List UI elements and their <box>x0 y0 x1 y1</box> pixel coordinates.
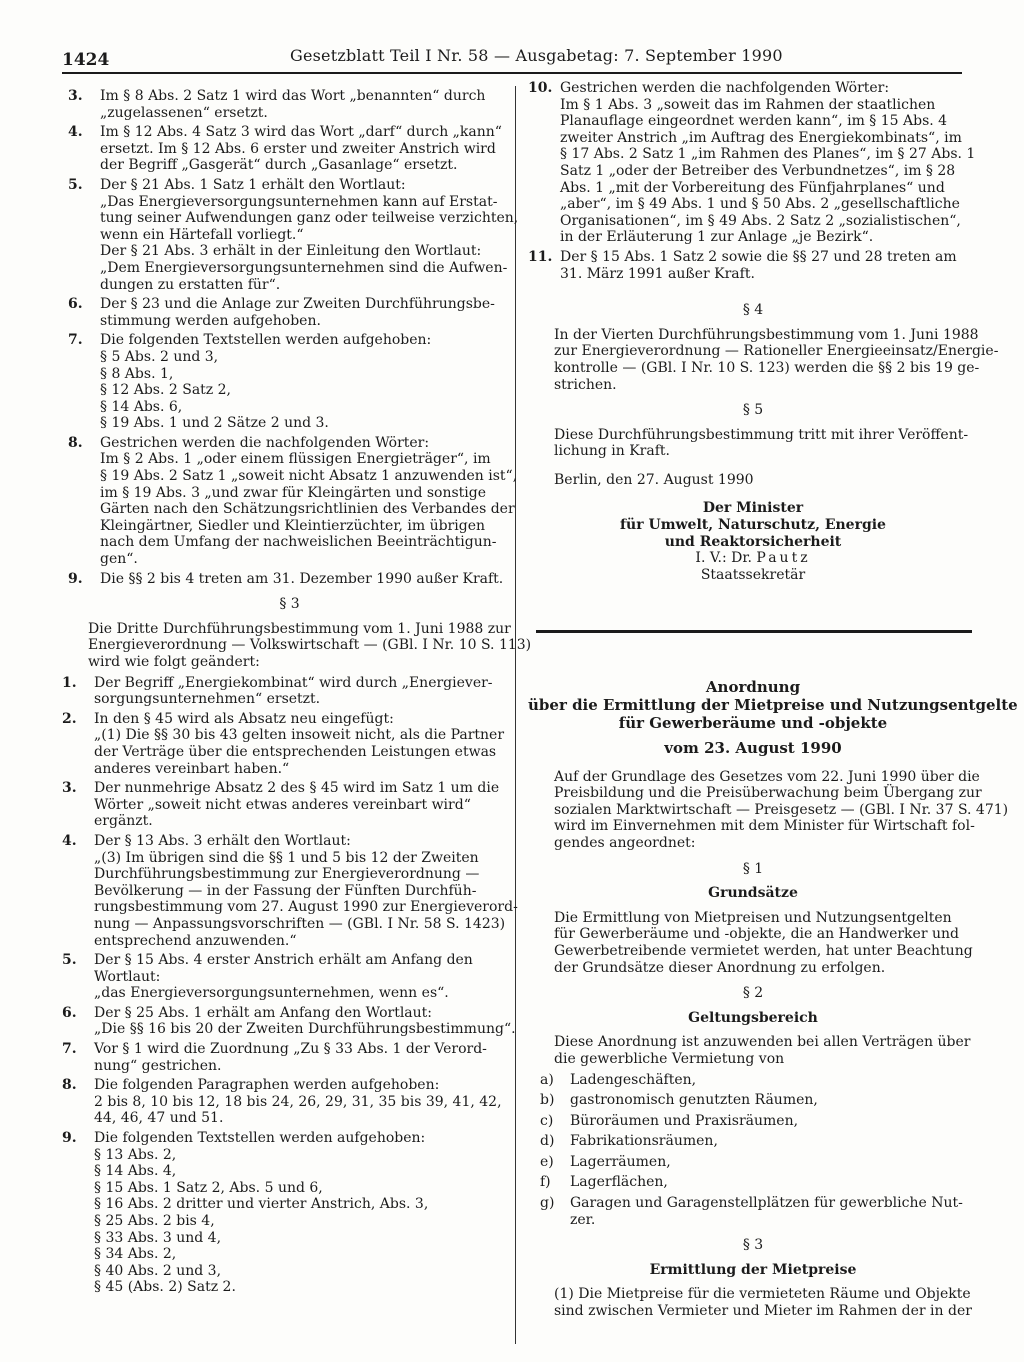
text-line: Lagerräumen, <box>570 1153 671 1170</box>
signatory-name-line <box>528 550 978 567</box>
item-text <box>570 1092 818 1109</box>
text-line: § 19 Abs. 2 Satz 1 „soweit nicht Absatz 1 anzuwenden ist“, <box>100 468 518 485</box>
text-line: die gewerbliche Vermietung von <box>554 1050 785 1067</box>
text-line: Der Minister <box>702 500 804 517</box>
section-1-heading: Grundsätze <box>708 885 798 902</box>
section-heading-1: § 1 <box>742 860 764 877</box>
item-text <box>94 1005 517 1038</box>
text-line: Der § 23 und die Anlage zur Zweiten Durchführungsbe- <box>100 296 495 313</box>
text-line: § 17 Abs. 2 Satz 1 „im Rahmen des Planes“, im § 27 Abs. 1 <box>560 146 976 163</box>
text-line: wird wie folgt geändert: <box>88 654 260 670</box>
text-line: tung seiner Aufwendungen ganz oder teilweise verzichten, <box>100 210 519 227</box>
list-item <box>62 711 517 777</box>
item-text <box>100 332 517 432</box>
text-line: sozialen Marktwirtschaft — Preisgesetz — (GBl. I Nr. 37 S. 471) <box>554 801 1009 818</box>
text-line: Gärten nach den Schätzungsrichtlinien des Verbandes der <box>100 501 515 518</box>
text-line: Die Ermittlung von Mietpreisen und Nutzungsentgelten <box>554 909 952 926</box>
ordinance-date: vom 23. August 1990 <box>664 739 842 757</box>
section-2-text <box>528 1034 978 1067</box>
text-line: zer. <box>570 1211 596 1228</box>
text-line: kontrolle — (GBl. I Nr. 10 S. 123) werden die §§ 2 bis 19 ge- <box>554 359 980 376</box>
text-line: für Umwelt, Naturschutz, Energie <box>620 517 886 534</box>
text-line: Satz 1 „oder der Betreiber des Verbundnetzes“, im § 28 <box>560 162 956 179</box>
item-number: 11. <box>528 248 553 265</box>
item-text <box>570 1072 696 1089</box>
list-item <box>62 1005 517 1038</box>
text-line: Der nunmehrige Absatz 2 des § 45 wird im Satz 1 um die <box>94 780 500 797</box>
section-5-text <box>528 427 978 460</box>
text-line: „(1) Die §§ 30 bis 43 gelten insoweit nicht, als die Partner <box>94 727 505 744</box>
text-line: § 33 Abs. 3 und 4, <box>94 1229 222 1246</box>
text-line: § 13 Abs. 2, <box>94 1146 177 1163</box>
item-text <box>100 124 517 174</box>
item-text <box>100 296 517 329</box>
item-label: a) <box>540 1071 554 1088</box>
text-line: § 34 Abs. 2, <box>94 1246 177 1263</box>
text-line: lichung in Kraft. <box>554 443 670 460</box>
text-line: Der Begriff „Energiekombinat“ wird durch „Energiever- <box>94 674 493 691</box>
text-line: ergänzt. <box>94 813 153 830</box>
text-line: Auf der Grundlage des Gesetzes vom 22. Juni 1990 über die <box>554 768 980 785</box>
text-line: 2 bis 8, 10 bis 12, 18 bis 24, 26, 29, 31, 35 bis 39, 41, 42, <box>94 1093 502 1110</box>
amendments-list-b <box>62 675 517 1296</box>
text-line: Die folgenden Textstellen werden aufgehoben: <box>100 332 432 349</box>
item-number: 5. <box>62 952 77 969</box>
text-line: § 5 Abs. 2 und 3, <box>100 348 219 365</box>
text-line: § 14 Abs. 6, <box>100 398 183 415</box>
text-line: „aber“, im § 49 Abs. 1 und § 50 Abs. 2 „gesellschaftliche <box>560 196 960 213</box>
text-line: nung“ gestrichen. <box>94 1057 222 1074</box>
item-text <box>100 88 517 121</box>
text-line: Die §§ 2 bis 4 treten am 31. Dezember 1990 außer Kraft. <box>100 570 504 587</box>
text-line: rungsbestimmung vom 27. August 1990 zur Energieverord- <box>94 899 518 916</box>
item-label: g) <box>540 1195 555 1212</box>
text-line: für Gewerberäume und -objekte, die an Handwerker und <box>554 926 959 943</box>
text-line: Wörter „soweit nicht etwas anderes vereinbart wird“ <box>94 796 471 813</box>
text-line: § 45 (Abs. 2) Satz 2. <box>94 1279 236 1296</box>
item-text <box>94 1130 517 1296</box>
item-number: 7. <box>62 1041 77 1058</box>
text-line: strichen. <box>554 376 617 393</box>
list-item <box>62 177 517 293</box>
amendments-list-a <box>62 88 517 587</box>
text-line: Im § 12 Abs. 4 Satz 3 wird das Wort „darf“ durch „kann“ <box>100 124 502 141</box>
text-line: der Grundsätze dieser Anordnung zu erfolgen. <box>554 959 886 976</box>
text-line: in der Erläuterung 1 zur Anlage „je Bezirk“. <box>560 229 874 246</box>
text-line: Vor § 1 wird die Zuordnung „Zu § 33 Abs. 1 der Verord- <box>94 1041 487 1058</box>
text-line: Gestrichen werden die nachfolgenden Wörter: <box>100 434 430 451</box>
list-item <box>62 332 517 432</box>
text-line: Wortlaut: <box>94 968 161 985</box>
text-line: dungen zu erstatten für“. <box>100 276 281 293</box>
text-line: gen“. <box>100 551 138 568</box>
text-line: Anordnung <box>705 678 801 696</box>
item-number: 4. <box>68 124 83 141</box>
section-3-text <box>528 1286 978 1319</box>
list-item <box>528 1133 978 1150</box>
item-text <box>94 833 518 949</box>
text-line: Bevölkerung — in der Fassung der Fünften Durchfüh- <box>94 882 477 899</box>
item-number: 3. <box>68 88 83 104</box>
item-text <box>560 249 978 282</box>
item-label: c) <box>540 1112 554 1129</box>
text-line: § 8 Abs. 1, <box>100 365 174 382</box>
text-line: 44, 46, 47 und 51. <box>94 1110 224 1127</box>
text-line: zur Energieverordnung — Rationeller Energieeinsatz/Energie- <box>554 343 999 360</box>
item-label: b) <box>540 1092 555 1109</box>
page-header <box>62 46 962 74</box>
item-number: 4. <box>62 832 77 849</box>
text-line: § 40 Abs. 2 und 3, <box>94 1262 222 1279</box>
text-line: Der § 25 Abs. 1 erhält am Anfang den Wortlaut: <box>94 1004 433 1021</box>
text-line: Die folgenden Textstellen werden aufgehoben: <box>94 1130 426 1147</box>
gazette-title: Gesetzblatt Teil I Nr. 58 — Ausgabetag: 7. September 1990 <box>290 46 783 65</box>
section-heading-2: § 2 <box>742 985 764 1002</box>
list-item <box>528 1195 978 1228</box>
page-number: 1424 <box>62 50 110 70</box>
text-line: Fabrikationsräumen, <box>570 1133 718 1150</box>
text-line: Organisationen“, im § 49 Abs. 2 Satz 2 „sozialistischen“, <box>560 212 961 229</box>
text-line: „Dem Energieversorgungsunternehmen sind die Aufwen- <box>100 259 508 276</box>
item-number: 6. <box>62 1004 77 1021</box>
text-line: der Verträge über die entsprechenden Leistungen etwas <box>94 743 497 760</box>
text-line: Der § 13 Abs. 3 erhält den Wortlaut: <box>94 832 351 849</box>
text-line: Der § 21 Abs. 1 Satz 1 erhält den Wortlaut: <box>100 176 406 193</box>
item-number: 1. <box>62 674 77 691</box>
list-item <box>62 780 517 830</box>
section-2-heading: Geltungsbereich <box>688 1009 818 1026</box>
item-number: 9. <box>68 570 83 587</box>
text-line: im § 19 Abs. 3 „und zwar für Kleingärten und sonstige <box>100 484 487 501</box>
text-line: Die Dritte Durchführungsbestimmung vom 1. Juni 1988 zur <box>88 620 511 637</box>
item-number: 8. <box>62 1077 77 1094</box>
item-number: 5. <box>68 176 83 193</box>
ordinance-block <box>528 678 1018 1320</box>
text-line: Im § 8 Abs. 2 Satz 1 wird das Wort „benannten“ durch <box>100 88 486 104</box>
section-2-list <box>528 1072 978 1229</box>
item-label: d) <box>540 1133 555 1150</box>
section-4-text <box>528 326 999 393</box>
text-line: Abs. 1 „mit der Vorbereitung des Fünfjahrplanes“ und <box>560 179 945 196</box>
text-line: In der Vierten Durchführungsbestimmung vom 1. Juni 1988 <box>554 326 979 343</box>
text-line: 31. März 1991 außer Kraft. <box>560 265 755 282</box>
text-line: § 25 Abs. 2 bis 4, <box>94 1213 215 1229</box>
text-line: Büroräumen und Praxisräumen, <box>570 1112 799 1129</box>
text-line: wird im Einvernehmen mit dem Minister für Wirtschaft fol- <box>554 818 975 835</box>
text-line: Gewerbetreibende vermietet werden, hat unter Beachtung <box>554 942 973 959</box>
text-line: „(3) Im übrigen sind die §§ 1 und 5 bis 12 der Zweiten <box>94 849 479 866</box>
text-line: wenn ein Härtefall vorliegt.“ <box>100 226 304 243</box>
list-item <box>62 833 517 949</box>
text-line: nach dem Umfang der nachweislichen Beeinträchtigun- <box>100 534 497 551</box>
section-heading-4: § 4 <box>742 302 764 319</box>
item-text <box>94 1077 517 1127</box>
place-date: Berlin, den 27. August 1990 <box>554 471 754 488</box>
text-line: § 14 Abs. 4, <box>94 1163 177 1180</box>
item-label: e) <box>540 1153 554 1170</box>
text-line: (1) Die Mietpreise für die vermieteten Räume und Objekte <box>554 1286 971 1303</box>
item-number: 3. <box>62 780 77 797</box>
item-text <box>570 1195 963 1228</box>
list-item <box>528 1113 978 1130</box>
list-item <box>62 675 517 708</box>
text-line: Im § 1 Abs. 3 „soweit das im Rahmen der staatlichen <box>560 96 936 113</box>
signatory-prefix: I. V.: Dr. <box>695 550 752 567</box>
text-line: Die folgenden Paragraphen werden aufgehoben: <box>94 1077 440 1094</box>
list-item <box>62 124 517 174</box>
item-number: 8. <box>68 434 83 451</box>
list-item <box>528 249 978 282</box>
text-line: Garagen und Garagenstellplätzen für gewerbliche Nut- <box>570 1195 963 1212</box>
right-column <box>528 80 999 583</box>
list-item <box>62 435 517 568</box>
item-text <box>94 711 517 777</box>
text-line: „zugelassenen“ ersetzt. <box>100 104 268 121</box>
section-heading-5: § 5 <box>742 402 764 419</box>
text-line: und Reaktorsicherheit <box>664 533 842 550</box>
text-line: § 12 Abs. 2 Satz 2, <box>100 382 231 399</box>
text-line: Der § 15 Abs. 4 erster Anstrich erhält am Anfang den <box>94 952 473 969</box>
list-item <box>528 1174 978 1191</box>
item-number: 7. <box>68 332 83 349</box>
text-line: gendes angeordnet: <box>554 834 696 851</box>
list-item <box>62 296 517 329</box>
ordinance-title <box>528 678 1018 732</box>
text-line: „Das Energieversorgungsunternehmen kann auf Erstat- <box>100 193 498 210</box>
list-item <box>528 80 978 246</box>
text-line: Der § 15 Abs. 1 Satz 2 sowie die §§ 27 und 28 treten am <box>560 248 957 265</box>
text-line: § 19 Abs. 1 und 2 Sätze 2 und 3. <box>100 415 329 432</box>
text-line: Diese Durchführungsbestimmung tritt mit ihrer Veröffent- <box>554 426 969 443</box>
signatory-name: Pautz <box>756 550 811 567</box>
text-line: anderes vereinbart haben.“ <box>94 760 290 777</box>
ordinance-intro <box>528 768 1009 852</box>
text-line: Gestrichen werden die nachfolgenden Wörter: <box>560 80 890 96</box>
item-text <box>570 1113 798 1130</box>
text-line: Planauflage eingeordnet werden kann“, im § 15 Abs. 4 <box>560 113 948 130</box>
list-item <box>528 1154 978 1171</box>
text-line: In den § 45 wird als Absatz neu eingefügt: <box>94 710 394 727</box>
item-text <box>570 1174 668 1191</box>
text-line: Durchführungsbestimmung zur Energieverordnung — <box>94 866 480 883</box>
text-line: Energieverordnung — Volkswirtschaft — (GBl. I Nr. 10 S. 113) <box>88 637 532 654</box>
item-text <box>570 1154 671 1171</box>
text-line: § 16 Abs. 2 dritter und vierter Anstrich, Abs. 3, <box>94 1196 429 1213</box>
item-number: 6. <box>68 296 83 313</box>
item-number: 10. <box>528 80 553 96</box>
left-column <box>62 88 532 1299</box>
text-line: Lagerflächen, <box>570 1174 668 1191</box>
text-line: Im § 2 Abs. 1 „oder einem flüssigen Energieträger“, im <box>100 451 491 468</box>
list-item <box>62 571 517 588</box>
text-line: Diese Anordnung ist anzuwenden bei allen Verträgen über <box>554 1034 971 1051</box>
list-item <box>62 1041 517 1074</box>
item-text <box>94 1041 517 1074</box>
list-item <box>62 88 517 121</box>
text-line: Der § 21 Abs. 3 erhält in der Einleitung den Wortlaut: <box>100 243 482 260</box>
section-heading-3-ordinance: § 3 <box>742 1237 764 1254</box>
section-1-text <box>528 910 978 976</box>
list-item <box>62 1130 517 1296</box>
text-line: sind zwischen Vermieter und Mieter im Rahmen der in der <box>554 1303 972 1320</box>
text-line: nung — Anpassungsvorschriften — (GBl. I Nr. 58 S. 1423) <box>94 915 506 932</box>
item-text <box>560 80 978 246</box>
section-heading-3: § 3 <box>279 596 300 613</box>
text-line: Ladengeschäften, <box>570 1071 697 1088</box>
text-line: entsprechend anzuwenden.“ <box>94 932 297 949</box>
text-line: gastronomisch genutzten Räumen, <box>570 1092 818 1109</box>
text-line: „das Energieversorgungsunternehmen, wenn es“. <box>94 985 449 1002</box>
signatory-authority <box>528 500 978 550</box>
item-text <box>100 177 518 293</box>
text-line: „Die §§ 16 bis 20 der Zweiten Durchführungsbestimmung“. <box>94 1021 516 1038</box>
item-label: f) <box>540 1174 551 1191</box>
item-text <box>570 1133 718 1150</box>
section-3-intro <box>62 620 532 671</box>
list-item <box>528 1092 978 1109</box>
text-line: ersetzt. Im § 12 Abs. 6 erster und zweiter Anstrich wird <box>100 140 496 157</box>
item-text <box>94 675 517 708</box>
item-number: 9. <box>62 1130 77 1147</box>
item-text <box>94 780 517 830</box>
amendments-list-c <box>528 80 978 282</box>
section-rule <box>536 630 972 633</box>
list-item <box>528 1072 978 1089</box>
list-item <box>62 952 517 1002</box>
list-item <box>62 1077 517 1127</box>
text-line: zweiter Anstrich „im Auftrag des Energiekombinats“, im <box>560 129 962 146</box>
text-line: stimmung werden aufgehoben. <box>100 312 321 329</box>
text-line: für Gewerberäume und -objekte <box>618 714 888 732</box>
text-line: § 15 Abs. 1 Satz 2, Abs. 5 und 6, <box>94 1179 323 1196</box>
text-line: sorgungsunternehmen“ ersetzt. <box>94 691 321 708</box>
signatory-role: Staatssekretär <box>700 566 806 583</box>
text-line: Kleingärtner, Siedler und Kleintierzüchter, im übrigen <box>100 517 485 534</box>
item-text <box>100 571 517 588</box>
section-3-heading: Ermittlung der Mietpreise <box>649 1261 857 1278</box>
item-number: 2. <box>62 710 77 727</box>
text-line: Preisbildung und die Preisüberwachung beim Übergang zur <box>554 785 982 802</box>
text-line: der Begriff „Gasgerät“ durch „Gasanlage“ ersetzt. <box>100 157 458 174</box>
item-text <box>94 952 517 1002</box>
item-text <box>100 435 517 568</box>
text-line: über die Ermittlung der Mietpreise und Nutzungsentgelte <box>528 696 1018 714</box>
